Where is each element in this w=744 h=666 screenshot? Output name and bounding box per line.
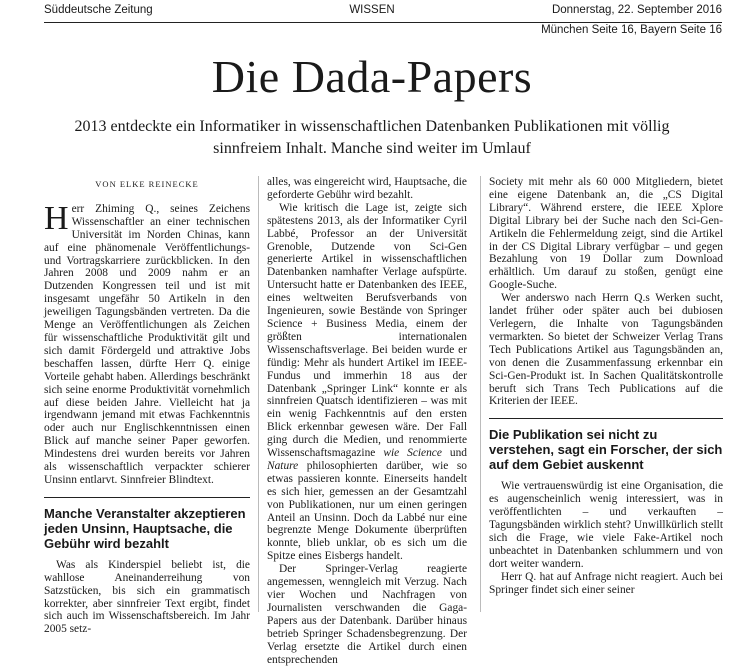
paragraph: Der Springer-Verlag reagierte angemessen, wenngleich mit Verzug. Nach vier Wochen und Nachfragen von Journalisten verschwanden die Gaga-Papers aus der Datenbank. Darüber hinaus betrieb Springer Schadensbegrenzung. Der Verlag ersetzte die Artikel durch einen entsprechenden — [267, 563, 467, 666]
column-3 — [480, 176, 723, 612]
column-2 — [258, 176, 467, 666]
issue-date: Donnerstag, 22. September 2016 — [551, 4, 722, 16]
drop-cap: H — [44, 199, 69, 237]
article-body — [44, 176, 723, 666]
paragraph: Was als Kinderspiel beliebt ist, die wahllose Aneinanderreihung von Satzstücken, bis sich ein grammatisch korrekter, aber sinnfreier Text ergibt, findet sich auch im Wissenschaftsbereich. Im Jahr 2005 setz- — [44, 558, 250, 636]
column-1 — [44, 176, 250, 636]
paragraph — [267, 202, 467, 563]
byline: VON ELKE REINECKE — [95, 179, 199, 189]
magazine-name: wie Science — [383, 447, 442, 460]
paragraph: Wer anderswo nach Herrn Q.s Werken sucht, landet früher oder später auch bei dubiosen Verlegern, die Inhalte von Tagungsbänden vermarkten. So bietet der Schweizer Verlag Trans Tech Publications Artikel aus Tagungsbänden an, von denen die Zusammenfassung erkennbar ein Sci-Gen-Produkt ist. In Sachen Qualitätskontrolle beruft sich Trans Tech Publications auf die Kriterien der IEEE. — [489, 292, 723, 408]
subheading-2: Die Publikation sei nicht zu verstehen, sagt ein Forscher, der sich auf dem Gebiet auskennt — [489, 418, 723, 472]
paragraph: Wie vertrauenswürdig ist eine Organisation, die es augenscheinlich wenig interessiert, was in veröffentlichten – und verkauften – Tagungsbänden wirklich steht? Unwillkürlich stellt sich die Frage, wie viele Fake-Artikel noch unbeachtet in Datenbanken schlummern und von dort weiter wandern. — [489, 480, 723, 570]
publication-name: Süddeutsche Zeitung — [44, 4, 153, 16]
subheading-1: Manche Veranstalter akzeptieren jeden Unsinn, Hauptsache, die Gebühr wird bezahlt — [44, 497, 250, 551]
deck: 2013 entdeckte ein Informatiker in wissenschaftlichen Datenbanken Publikationen mit völlig sinnfreiem Inhalt. Manche sind weiter im Umlauf — [74, 118, 670, 157]
paragraph: Herr Q. hat auf Anfrage nicht reagiert. Auch bei Springer findet sich einer seiner — [489, 570, 723, 596]
page-reference: München Seite 16, Bayern Seite 16 — [541, 24, 722, 36]
headline: Die Dada-Papers — [211, 51, 533, 102]
paragraph-text: und — [449, 447, 467, 460]
magazine-name: Nature — [267, 459, 299, 472]
paragraph-text: err Zhiming Q., seines Zeichens Wissenschaftler an einer technischen Universität im Norden Chinas, kann auf eine phänomenale Veröffentlichungs- und Vortragskarriere zurückblicken. In den Jahren 2008 und 2009 nahm er an Dutzenden Kongressen teil und ist mit insgesamt ungefähr 50 Artikeln in den jeweiligen Tagungsbänden vertreten. Da die Menge an Veröffentlichungen als Zeichen für wissenschaftliche Produktivität gilt und sich damit Fördergeld und attraktive Jobs beschaffen lassen, dürfte Herr Q. einige Vorteile gehabt haben. Allerdings beschränkt sich seine enorme Produktivität vornehmlich auf diese beiden Jahre. Vielleicht hat ja irgendwann jemand mit etwas Fachkenntnis oder auch nur Englischkenntnissen einen Blick auf manche seiner Paper geworfen. Mindestens drei wurden bereits vor Jahren als wissenschaftlich verpackter schierer Unsinn entlarvt. Sinnfreier Blindtext. — [44, 202, 250, 486]
paragraph: alles, was eingereicht wird, Hauptsache, die geforderte Gebühr wird bezahlt. — [267, 176, 467, 201]
masthead-rule — [44, 22, 722, 23]
section-label: WISSEN — [349, 4, 395, 16]
paragraph-text: philosophierten darüber, wie so etwas passieren konnte. Einerseits handelt es sich hier, gemessen an der Gesamtzahl von Publikationen, nur um einen geringen Anteil an Unsinn. Doch da Labbé nur eine begrenzte Menge Dokumente überprüften konnte, blieb unklar, ob es sich um die Spitze eines Eisbergs handelt. — [267, 459, 467, 563]
paragraph-text: Wie kritisch die Lage ist, zeigte sich spätestens 2013, als der Informatiker Cyril Labbé, Professor an der Universität Grenoble, Dutzende von Sci-Gen generierte Artikel in wissenschaftlichen Datenbanken namhafter Verlage aufspürte. Untersucht hatte er Datenbanken des IEEE, eines weltweiten Berufsverbands von Ingenieuren, sowie Bestände von Springer Science + Business Media, einem der größten internationalen Wissenschaftsverlage. Bei beiden wurde er fündig: Mehr als hundert Artikel im IEEE-Fundus und immerhin 18 aus der Datenbank „Springer Link“ konnte er als sinnfreien Quatsch identifizieren – was mit ein wenig Fachkenntnis auf den ersten Blick erkennbar gewesen wäre. Der Fall ging durch die Medien, und renommierte Wissenschaftsmagazine — [267, 201, 467, 460]
paragraph: Society mit mehr als 60 000 Mitgliedern, bietet eine eigene Datenbank an, die „CS Digital Library“. Während erstere, die IEEE Xplore Digital Library bei der Suche nach den Sci-Gen-Artikeln die Fehlermeldung zeigt, sind die Artikel in der CS Digital Library verfügbar – und gegen Bezahlung von 19 Dollar zum Download erhältlich. Um darauf zu stoßen, genügt eine Google-Suche. — [489, 176, 723, 292]
paragraph — [44, 199, 250, 487]
